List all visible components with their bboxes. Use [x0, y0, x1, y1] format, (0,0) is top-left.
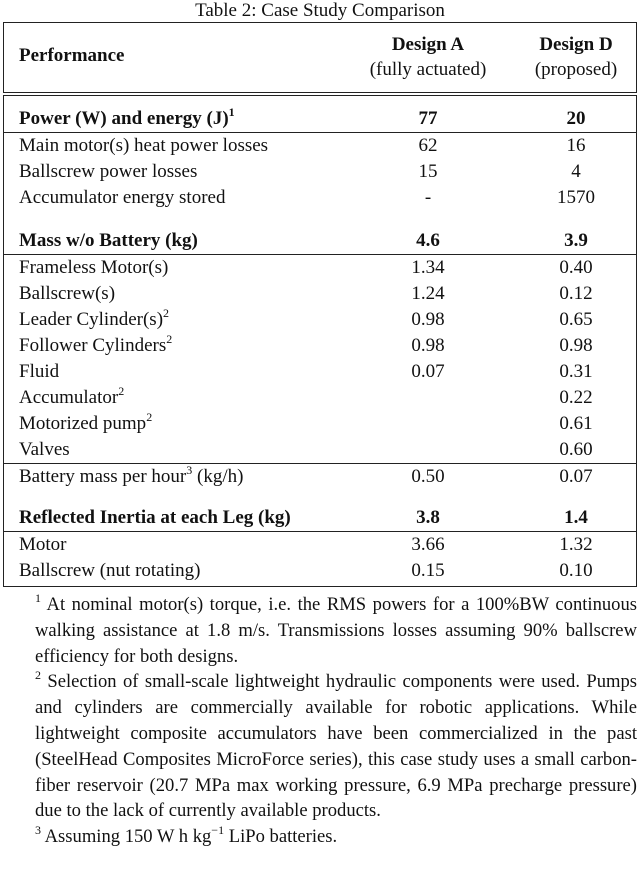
row-label: Follower Cylinders: [19, 335, 167, 356]
row-label: Main motor(s) heat power losses: [19, 135, 269, 156]
row-label: Fluid: [19, 361, 60, 382]
header-design-a-sub: (fully actuated): [369, 59, 487, 80]
table-row: [4, 159, 636, 185]
footnote-1: [35, 592, 637, 669]
design-a-value: 3.66: [411, 534, 445, 555]
row-label: Accumulator: [19, 387, 119, 408]
footnote-mark: 1: [228, 105, 235, 119]
table-row: [4, 333, 636, 359]
table-row: [4, 558, 636, 584]
footnote-text: LiPo batteries.: [224, 826, 338, 848]
design-d-value: 3.9: [564, 230, 588, 251]
design-a-value: 0.07: [411, 361, 445, 382]
table-row: [4, 281, 636, 307]
table-row: [4, 133, 636, 159]
row-label: Ballscrew(s): [19, 283, 116, 304]
table-row: [4, 532, 636, 558]
table-header: [3, 22, 637, 93]
design-a-value: 1.34: [411, 257, 445, 278]
footnote-mark: 2: [118, 384, 125, 398]
footnote-mark: 3: [35, 823, 41, 838]
design-d-value: 20: [566, 108, 586, 129]
table-row: [4, 307, 636, 333]
row-label: Valves: [19, 439, 70, 460]
header-performance: Performance: [19, 45, 125, 66]
design-a-value: 0.98: [411, 309, 445, 330]
design-d-value: 0.12: [559, 283, 593, 304]
unit-exponent: −1: [211, 823, 225, 838]
table-row: [4, 359, 636, 385]
row-label: Accumulator energy stored: [19, 187, 226, 208]
design-a-value: 4.6: [416, 230, 440, 251]
table-row: [4, 185, 636, 211]
footnote-mark: 2: [163, 306, 170, 320]
row-label: Battery mass per hour: [19, 466, 187, 487]
design-a-value: 0.15: [411, 560, 445, 581]
footnote-text: Assuming 150 W h kg: [44, 826, 212, 848]
table-row: [4, 463, 636, 490]
footnote-text: At nominal motor(s) torque, i.e. the RMS powers for a 100%BW continuous walking assistance at 1.8 m/s. Transmissions losses assuming 90% ballscrew efficiency for both designs.: [35, 594, 637, 667]
row-label: Ballscrew power losses: [19, 161, 198, 182]
design-a-value: 3.8: [416, 507, 440, 528]
design-d-value: 0.61: [559, 413, 593, 434]
design-d-value: 0.65: [559, 309, 593, 330]
table-row: [4, 255, 636, 281]
table-row: [4, 411, 636, 437]
row-label: Ballscrew (nut rotating): [19, 560, 201, 581]
design-d-value: 1.4: [564, 507, 588, 528]
row-label: Frameless Motor(s): [19, 257, 169, 278]
header-design-a-title: Design A: [391, 34, 465, 55]
table-body: [3, 95, 637, 587]
design-d-value: 4: [571, 161, 581, 182]
table-caption: Table 2: Case Study Comparison: [195, 0, 445, 21]
design-d-value: 0.22: [559, 387, 593, 408]
row-label: Motor: [19, 534, 67, 555]
footnote-text: Selection of small-scale lightweight hydraulic components were used. Pumps and cylinders are commercially available for robotic applications. While lightweight composite accumulators have been commercialized in the past (SteelHead Composites MicroForce series), this case study uses a small carbon-fiber reservoir (20.7 MPa max working pressure, 6.9 MPa precharge pressure) due to the lack of currently available products.: [35, 671, 637, 822]
footnote-mark: 2: [35, 668, 41, 683]
row-label: Power (W) and energy (J): [19, 108, 229, 129]
design-d-value: 0.31: [559, 361, 593, 382]
footnote-mark: 2: [146, 410, 153, 424]
row-label: Reflected Inertia at each Leg (kg): [19, 507, 291, 528]
row-label: Motorized pump: [19, 413, 147, 434]
design-d-value: 0.07: [559, 466, 593, 487]
design-a-value: -: [424, 187, 432, 208]
design-a-value: 0.98: [411, 335, 445, 356]
header-design-a: [353, 32, 503, 82]
design-a-value: 62: [418, 135, 438, 156]
design-d-value: 1570: [557, 187, 595, 208]
table-row-section: [4, 106, 636, 133]
footnote-mark: 1: [35, 591, 41, 605]
header-design-d: [501, 32, 640, 82]
design-d-value: 0.40: [559, 257, 593, 278]
table-row: [4, 385, 636, 411]
design-a-value: 1.24: [411, 283, 445, 304]
header-design-d-title: Design D: [539, 34, 613, 55]
table-row: [4, 437, 636, 463]
footnote-mark: 3: [186, 463, 193, 477]
header-design-d-sub: (proposed): [534, 59, 618, 80]
footnote-3: [35, 824, 637, 850]
design-a-value: 0.50: [411, 466, 445, 487]
design-d-value: 1.32: [559, 534, 593, 555]
design-d-value: 16: [566, 135, 586, 156]
table-row-section: [4, 505, 636, 532]
table-footnotes: [35, 592, 637, 850]
design-a-value: 77: [418, 108, 438, 129]
row-label: Mass w/o Battery (kg): [19, 230, 198, 251]
row-unit: (kg/h): [192, 466, 244, 487]
design-a-value: 15: [418, 161, 438, 182]
row-label: Leader Cylinder(s): [19, 309, 164, 330]
footnote-2: [35, 669, 637, 824]
design-d-value: 0.10: [559, 560, 593, 581]
table-row-section: [4, 228, 636, 255]
footnote-mark: 2: [166, 332, 173, 346]
design-d-value: 0.60: [559, 439, 593, 460]
design-d-value: 0.98: [559, 335, 593, 356]
